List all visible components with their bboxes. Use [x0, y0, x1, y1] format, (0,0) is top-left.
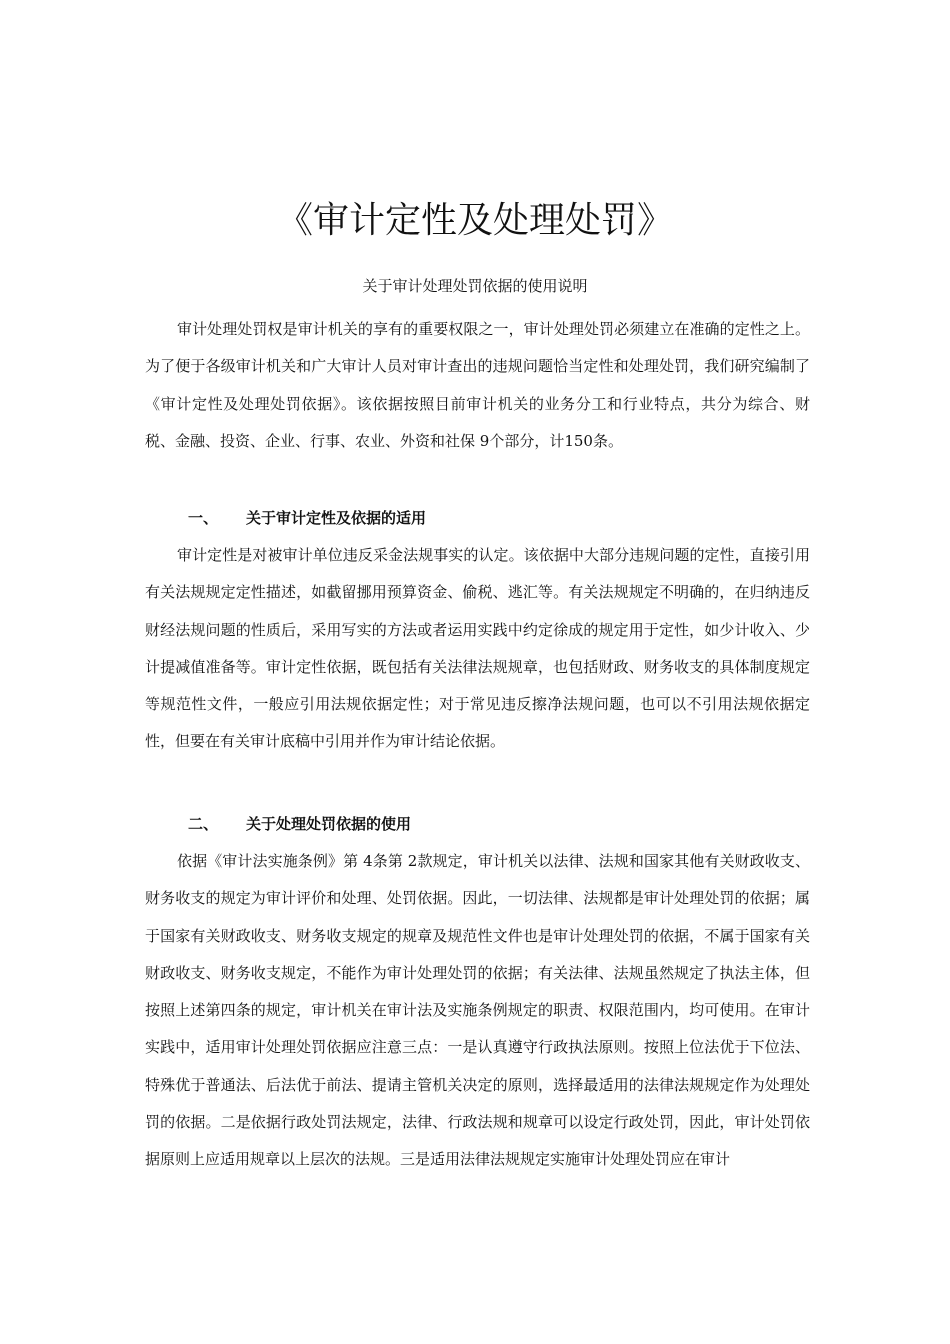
section-title-1: 关于审计定性及依据的适用: [246, 509, 427, 527]
section-heading-1: [188, 505, 426, 531]
intro-paragraph: 审计处理处罚权是审计机关的享有的重要权限之一，审计处理处罚必须建立在准确的定性之上。为了便于各级审计机关和广大审计人员对审计查出的违规问题恰当定性和处理处罚，我们研究编制了《审计定性及处理处罚依据》。该依据按照目前审计机关的业务分工和行业特点，共分为综合、财税、金融、投资、企业、行事、农业、外资和社保 9个部分，计150条。: [145, 320, 810, 450]
document-subtitle: 关于审计处理处罚依据的使用说明: [362, 277, 588, 295]
document-title: 《审计定性及处理处罚》: [276, 200, 673, 241]
section-body-2: 依据《审计法实施条例》第 4条第 2款规定，审计机关以法律、法规和国家其他有关财政收支、财务收支的规定为审计评价和处理、处罚依据。因此，一切法律、法规都是审计处理处罚的依据；属于国家有关财政收支、财务收支规定的规章及规范性文件也是审计处理处罚的依据，不属于国家有关财政收支、财务收支规定，不能作为审计处理处罚的依据；有关法律、法规虽然规定了执法主体，但按照上述第四条的规定，审计机关在审计法及实施条例规定的职责、权限范围内，均可使用。在审计实践中，适用审计处理处罚依据应注意三点：一是认真遵守行政执法原则。按照上位法优于下位法、特殊优于普通法、后法优于前法、提请主管机关决定的原则，选择最适用的法律法规规定作为处理处罚的依据。二是依据行政处罚法规定，法律、行政法规和规章可以设定行政处罚，因此，审计处罚依据原则上应适用规章以上层次的法规。三是适用法律法规规定实施审计处理处罚应在审计: [145, 852, 810, 1169]
section-heading-2: [188, 811, 411, 837]
section-title-2: 关于处理处罚依据的使用: [246, 815, 412, 833]
section-number-1: 一、: [188, 509, 219, 527]
section-body-1: 审计定性是对被审计单位违反采金法规事实的认定。该依据中大部分违规问题的定性，直接引用有关法规规定定性描述，如截留挪用预算资金、偷税、逃汇等。有关法规规定不明确的，在归纳违反财经法规问题的性质后，采用写实的方法或者运用实践中约定徐成的规定用于定性，如少计收入、少计提减值准备等。审计定性依据，既包括有关法律法规规章，也包括财政、财务收支的具体制度规定等规范性文件，一般应引用法规依据定性；对于常见违反擦净法规问题，也可以不引用法规依据定性，但要在有关审计底稿中引用并作为审计结论依据。: [145, 546, 810, 751]
section-number-2: 二、: [188, 815, 219, 833]
